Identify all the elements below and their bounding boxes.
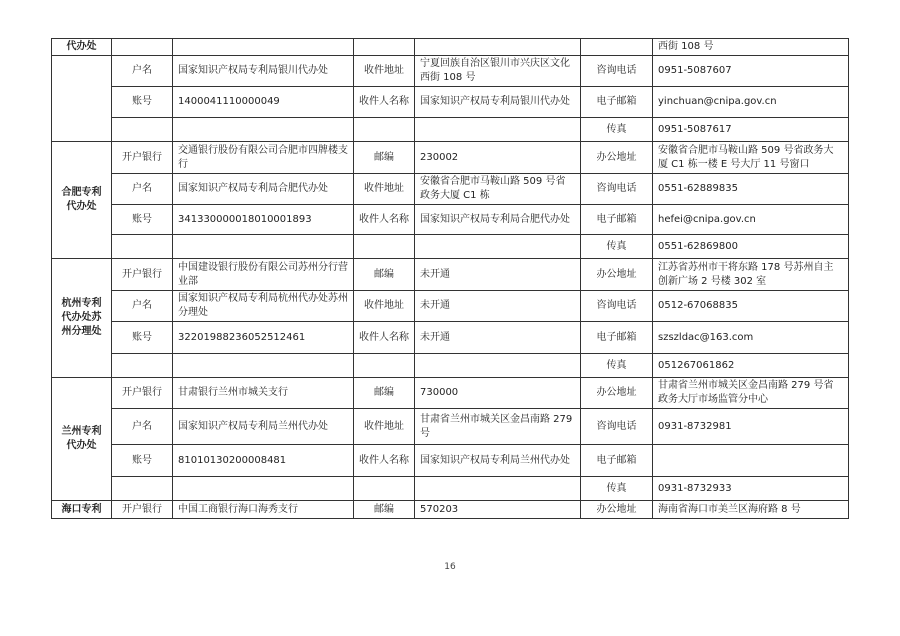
bank-label: 开户银行 bbox=[112, 142, 173, 174]
table-row bbox=[52, 39, 849, 56]
table-row bbox=[52, 445, 849, 477]
consult-phone-value: 0931-8732981 bbox=[653, 409, 849, 445]
fax-label: 传真 bbox=[581, 477, 653, 501]
postcode-label: 邮编 bbox=[354, 259, 415, 291]
receiver-label: 收件人名称 bbox=[354, 205, 415, 235]
postcode-value: 730000 bbox=[415, 378, 581, 409]
office-address-label: 办公地址 bbox=[581, 259, 653, 291]
office-name-cell: 合肥专利代办处 bbox=[52, 142, 112, 259]
email-value: szszldac@163.com bbox=[653, 322, 849, 354]
office-address-label: 办公地址 bbox=[581, 142, 653, 174]
account-number-value: 1400041110000049 bbox=[173, 87, 354, 118]
consult-phone-value: 0551-62889835 bbox=[653, 174, 849, 205]
empty-cell bbox=[415, 39, 581, 56]
receiver-value: 国家知识产权局专利局银川代办处 bbox=[415, 87, 581, 118]
receiver-label: 收件人名称 bbox=[354, 87, 415, 118]
account-name-label: 户名 bbox=[112, 56, 173, 87]
receiver-label: 收件人名称 bbox=[354, 445, 415, 477]
office-address-value: 江苏省苏州市干将东路 178 号苏州自主创新广场 2 号楼 302 室 bbox=[653, 259, 849, 291]
table-row bbox=[52, 291, 849, 322]
empty-cell bbox=[112, 235, 173, 259]
bank-label: 开户银行 bbox=[112, 378, 173, 409]
consult-phone-label: 咨询电话 bbox=[581, 174, 653, 205]
account-number-value: 32201988236052512461 bbox=[173, 322, 354, 354]
empty-cell bbox=[112, 118, 173, 142]
bank-value: 交通银行股份有限公司合肥市四牌楼支行 bbox=[173, 142, 354, 174]
fax-value: 0551-62869800 bbox=[653, 235, 849, 259]
empty-cell bbox=[354, 39, 415, 56]
consult-phone-label: 咨询电话 bbox=[581, 56, 653, 87]
table-row bbox=[52, 87, 849, 118]
postcode-label: 邮编 bbox=[354, 501, 415, 519]
postcode-value: 230002 bbox=[415, 142, 581, 174]
bank-value: 中国工商银行海口海秀支行 bbox=[173, 501, 354, 519]
postcode-value: 570203 bbox=[415, 501, 581, 519]
postcode-label: 邮编 bbox=[354, 378, 415, 409]
account-name-value: 国家知识产权局专利局兰州代办处 bbox=[173, 409, 354, 445]
email-label: 电子邮箱 bbox=[581, 205, 653, 235]
page-number: 16 bbox=[444, 562, 456, 572]
consult-phone-value: 0512-67068835 bbox=[653, 291, 849, 322]
empty-cell bbox=[173, 354, 354, 378]
office-address-value: 甘肃省兰州市城关区金昌南路 279 号省政务大厅市场监管分中心 bbox=[653, 378, 849, 409]
office-name-cell: 杭州专利代办处苏州分理处 bbox=[52, 259, 112, 378]
receive-address-value: 宁夏回族自治区银川市兴庆区文化西街 108 号 bbox=[415, 56, 581, 87]
table-row bbox=[52, 501, 849, 519]
office-name-cell bbox=[52, 56, 112, 142]
fax-value: 051267061862 bbox=[653, 354, 849, 378]
table-row bbox=[52, 477, 849, 501]
consult-phone-value: 0951-5087607 bbox=[653, 56, 849, 87]
account-name-label: 户名 bbox=[112, 174, 173, 205]
receiver-value: 国家知识产权局专利局合肥代办处 bbox=[415, 205, 581, 235]
receive-address-value: 甘肃省兰州市城关区金昌南路 279 号 bbox=[415, 409, 581, 445]
email-value bbox=[653, 445, 849, 477]
email-label: 电子邮箱 bbox=[581, 322, 653, 354]
account-number-value: 81010130200008481 bbox=[173, 445, 354, 477]
empty-cell bbox=[415, 118, 581, 142]
agency-info-table bbox=[51, 38, 849, 519]
bank-value: 中国建设银行股份有限公司苏州分行营业部 bbox=[173, 259, 354, 291]
consult-phone-label: 咨询电话 bbox=[581, 291, 653, 322]
empty-cell bbox=[415, 354, 581, 378]
table-row bbox=[52, 174, 849, 205]
receive-address-label: 收件地址 bbox=[354, 291, 415, 322]
fax-label: 传真 bbox=[581, 354, 653, 378]
bank-label: 开户银行 bbox=[112, 259, 173, 291]
empty-cell bbox=[173, 118, 354, 142]
office-name-cell: 海口专利 bbox=[52, 501, 112, 519]
empty-cell bbox=[354, 235, 415, 259]
office-name-cell: 兰州专利代办处 bbox=[52, 378, 112, 501]
office-name-cell: 代办处 bbox=[52, 39, 112, 56]
empty-cell bbox=[354, 477, 415, 501]
account-name-value: 国家知识产权局专利局合肥代办处 bbox=[173, 174, 354, 205]
empty-cell bbox=[112, 354, 173, 378]
table-row bbox=[52, 378, 849, 409]
email-value: yinchuan@cnipa.gov.cn bbox=[653, 87, 849, 118]
table-row bbox=[52, 118, 849, 142]
fax-value: 0931-8732933 bbox=[653, 477, 849, 501]
receive-address-label: 收件地址 bbox=[354, 174, 415, 205]
empty-cell bbox=[173, 235, 354, 259]
account-number-value: 341330000018010001893 bbox=[173, 205, 354, 235]
table-row bbox=[52, 409, 849, 445]
table-row bbox=[52, 259, 849, 291]
account-name-label: 户名 bbox=[112, 409, 173, 445]
empty-cell bbox=[173, 39, 354, 56]
account-name-label: 户名 bbox=[112, 291, 173, 322]
receive-address-label: 收件地址 bbox=[354, 56, 415, 87]
email-label: 电子邮箱 bbox=[581, 445, 653, 477]
consult-phone-label: 咨询电话 bbox=[581, 409, 653, 445]
empty-cell bbox=[173, 477, 354, 501]
fax-label: 传真 bbox=[581, 235, 653, 259]
account-number-label: 账号 bbox=[112, 322, 173, 354]
email-label: 电子邮箱 bbox=[581, 87, 653, 118]
account-number-label: 账号 bbox=[112, 87, 173, 118]
table-row bbox=[52, 56, 849, 87]
email-value: hefei@cnipa.gov.cn bbox=[653, 205, 849, 235]
account-name-value: 国家知识产权局专利局杭州代办处苏州分理处 bbox=[173, 291, 354, 322]
receiver-value: 国家知识产权局专利局兰州代办处 bbox=[415, 445, 581, 477]
bank-value: 甘肃银行兰州市城关支行 bbox=[173, 378, 354, 409]
postcode-value: 未开通 bbox=[415, 259, 581, 291]
office-address-value: 西街 108 号 bbox=[653, 39, 849, 56]
empty-cell bbox=[581, 39, 653, 56]
empty-cell bbox=[415, 235, 581, 259]
empty-cell bbox=[112, 39, 173, 56]
empty-cell bbox=[354, 118, 415, 142]
table-row bbox=[52, 142, 849, 174]
postcode-label: 邮编 bbox=[354, 142, 415, 174]
receiver-label: 收件人名称 bbox=[354, 322, 415, 354]
fax-value: 0951-5087617 bbox=[653, 118, 849, 142]
office-address-value: 海南省海口市美兰区海府路 8 号 bbox=[653, 501, 849, 519]
account-number-label: 账号 bbox=[112, 205, 173, 235]
receive-address-value: 安徽省合肥市马鞍山路 509 号省政务大厦 C1 栋 bbox=[415, 174, 581, 205]
empty-cell bbox=[112, 477, 173, 501]
receive-address-value: 未开通 bbox=[415, 291, 581, 322]
bank-label: 开户银行 bbox=[112, 501, 173, 519]
empty-cell bbox=[415, 477, 581, 501]
office-address-label: 办公地址 bbox=[581, 501, 653, 519]
account-number-label: 账号 bbox=[112, 445, 173, 477]
fax-label: 传真 bbox=[581, 118, 653, 142]
office-address-value: 安徽省合肥市马鞍山路 509 号省政务大厦 C1 栋一楼 E 号大厅 11 号窗口 bbox=[653, 142, 849, 174]
table-row bbox=[52, 354, 849, 378]
empty-cell bbox=[354, 354, 415, 378]
office-address-label: 办公地址 bbox=[581, 378, 653, 409]
account-name-value: 国家知识产权局专利局银川代办处 bbox=[173, 56, 354, 87]
table-row bbox=[52, 322, 849, 354]
table-row bbox=[52, 235, 849, 259]
table-row bbox=[52, 205, 849, 235]
receiver-value: 未开通 bbox=[415, 322, 581, 354]
receive-address-label: 收件地址 bbox=[354, 409, 415, 445]
